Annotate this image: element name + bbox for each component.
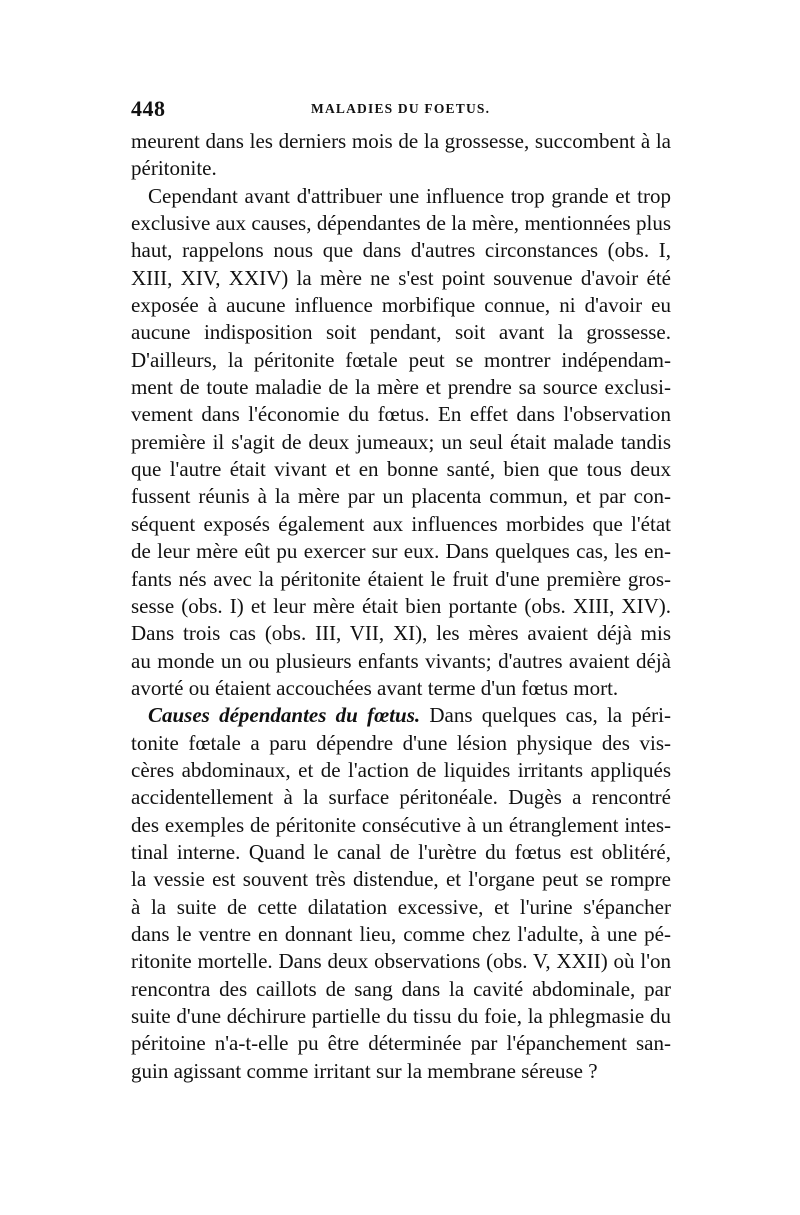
text-line: Dans trois cas (obs. III, VII, XI), les mères avaient déjà mis [131, 621, 671, 646]
text-line: ment de toute maladie de la mère et prendre sa source exclusi- [131, 375, 671, 400]
text-line: sesse (obs. I) et leur mère était bien portante (obs. XIII, XIV). [131, 593, 671, 618]
text-line: meurent dans les derniers mois de la grossesse, succombent à la [131, 129, 671, 153]
text-line: de leur mère eût pu exercer sur eux. Dans quelques cas, les en- [131, 539, 671, 564]
text-line: dans le ventre en donnant lieu, comme chez l'adulte, à une pé- [131, 921, 671, 946]
text-line: exclusive aux causes, dépendantes de la mère, mentionnées plus [131, 211, 671, 236]
text-line: séquent exposés également aux influences morbides que l'état [131, 511, 671, 536]
text-line: à la suite de cette dilatation excessive, et l'urine s'épancher [131, 894, 671, 919]
text-line: tonite fœtale a paru dépendre d'une lésion physique des vis- [131, 730, 671, 755]
text-line: des exemples de péritonite consécutive à un étranglement intes- [131, 812, 671, 837]
text-line: que l'autre était vivant et en bonne santé, bien que tous deux [131, 457, 671, 482]
text-line: exposée à aucune influence morbifique connue, ni d'avoir eu [131, 293, 671, 318]
text-line: au monde un ou plusieurs enfants vivants; d'autres avaient déjà [131, 648, 671, 673]
text-line: avorté ou étaient accouchées avant terme d'un fœtus mort. [131, 675, 619, 700]
text-line: haut, rappelons nous que dans d'autres circonstances (obs. I, [131, 238, 671, 263]
page-number: 448 [131, 96, 166, 121]
text-line: aucune indisposition soit pendant, soit avant la grossesse. [131, 320, 671, 345]
text-line: vement dans l'économie du fœtus. En effet dans l'observation [131, 402, 671, 427]
running-header [131, 96, 671, 122]
text-line: péritoine n'a-t-elle pu être déterminée par l'épanchement san- [131, 1031, 671, 1056]
text-line: Cependant avant d'attribuer une influence trop grande et trop [148, 183, 671, 208]
text-line: fants nés avec la péritonite étaient le fruit d'une première gros- [131, 566, 671, 591]
text-line: suite d'une déchirure partielle du tissu du foie, la phlegmasie du [131, 1004, 671, 1028]
text-line: péritonite. [131, 156, 217, 181]
running-title: MALADIES DU FOETUS. [311, 101, 491, 116]
text-line: tinal interne. Quand le canal de l'urètre du fœtus est oblitéré, [131, 839, 671, 864]
text-line: rencontra des caillots de sang dans la cavité abdominale, par [131, 976, 671, 1001]
text-line: la vessie est souvent très distendue, et l'organe peut se rompre [131, 867, 671, 892]
text-line: cères abdominaux, et de l'action de liquides irritants appliqués [131, 757, 671, 782]
text-line-tail: Dans quelques cas, la péri- [420, 703, 671, 728]
section-heading: Causes dépendantes du fœtus. [148, 703, 421, 728]
body-text [131, 128, 671, 1085]
text-line: première il s'agit de deux jumeaux; un seul était malade tandis [131, 429, 671, 454]
text-line: fussent réunis à la mère par un placenta commun, et par con- [131, 484, 671, 509]
text-line: accidentellement à la surface péritonéale. Dugès a rencontré [131, 785, 671, 810]
text-line [131, 702, 671, 729]
text-line: guin agissant comme irritant sur la membrane séreuse ? [131, 1058, 598, 1083]
text-line: XIII, XIV, XXIV) la mère ne s'est point souvenue d'avoir été [131, 265, 671, 290]
text-line: ritonite mortelle. Dans deux observations (obs. V, XXII) où l'on [131, 949, 671, 974]
text-line: D'ailleurs, la péritonite fœtale peut se montrer indépendam- [131, 347, 671, 372]
